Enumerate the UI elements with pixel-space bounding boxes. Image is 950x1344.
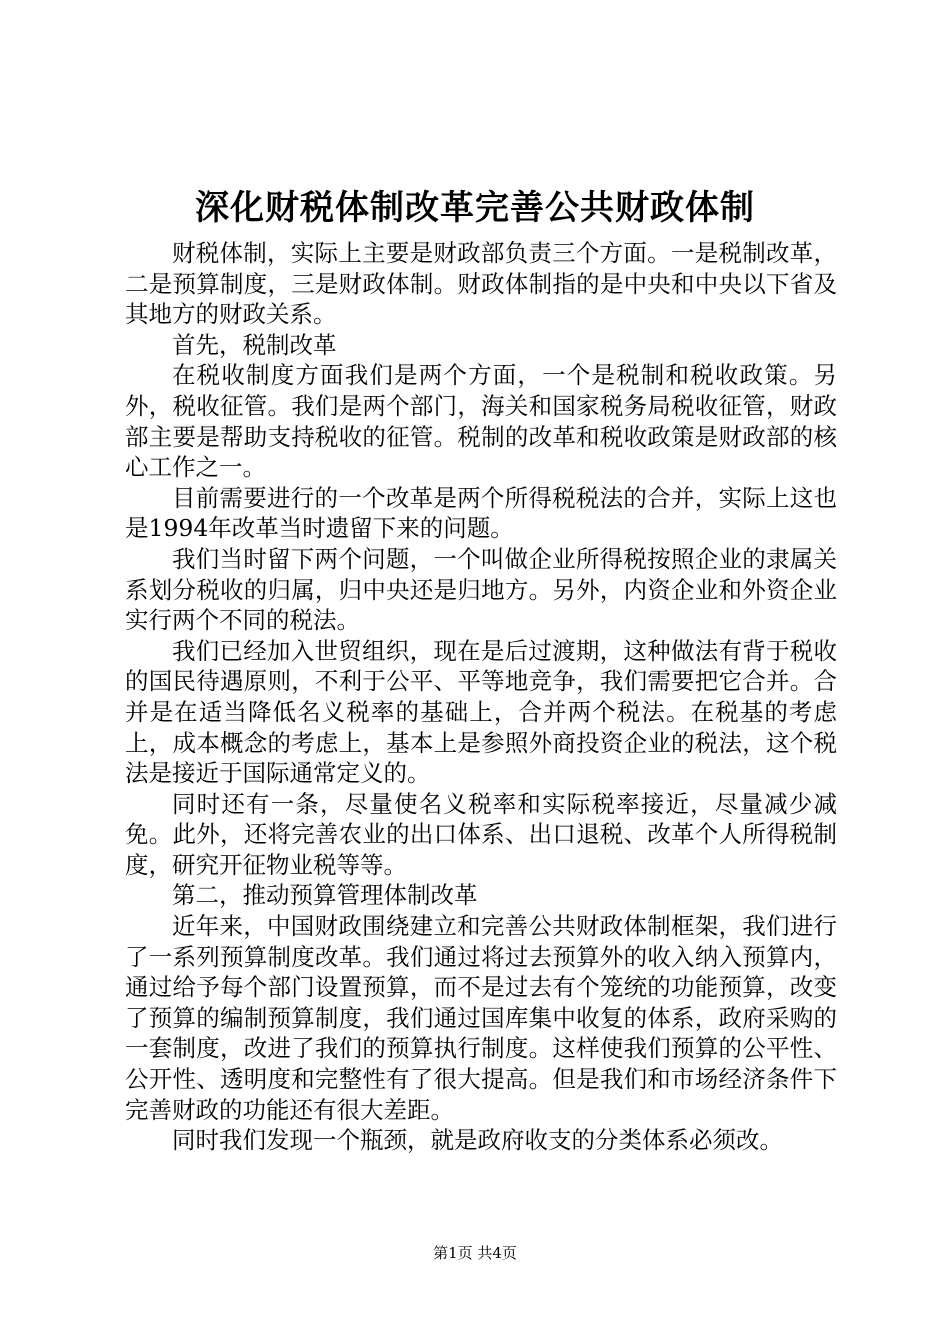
paragraph: 同时我们发现一个瓶颈，就是政府收支的分类体系必须改。 — [172, 1126, 783, 1155]
paragraph: 财税体制，实际上主要是财政部负责三个方面。一是税制改革，二是预算制度，三是财政体制。财政体制指的是中央和中央以下省及其地方的财政关系。 — [125, 239, 837, 329]
paragraph: 我们当时留下两个问题，一个叫做企业所得税按照企业的隶属关系划分税收的归属，归中央还是归地方。另外，内资企业和外资企业实行两个不同的税法。 — [125, 544, 837, 635]
paragraph: 在税收制度方面我们是两个方面，一个是税制和税收政策。另外，税收征管。我们是两个部门，海关和国家税务局税收征管，财政部主要是帮助支持税收的征管。税制的改革和税收政策是财政部的核心工作之一。 — [125, 361, 837, 482]
page-title: 深化财税体制改革完善公共财政体制 — [195, 188, 755, 228]
section-heading: 第二，推动预算管理体制改革 — [172, 881, 478, 910]
paragraph: 近年来，中国财政围绕建立和完善公共财政体制框架，我们进行了一系列预算制度改革。我们通过将过去预算外的收入纳入预算内，通过给予每个部门设置预算，而不是过去有个笼统的功能预算，改变了预算的编制预算制度，我们通过国库集中收复的体系，政府采购的一套制度，改进了我们的预算执行制度。这样使我们预算的公平性、公开性、透明度和完整性有了很大提高。但是我们和市场经济条件下完善财政的功能还有很大差距。 — [125, 912, 837, 1124]
paragraph: 同时还有一条，尽量使名义税率和实际税率接近，尽量减少减免。此外，还将完善农业的出口体系、出口退税、改革个人所得税制度，研究开征物业税等等。 — [125, 789, 837, 879]
page-number-footer: 第1页 共4页 — [433, 1244, 517, 1262]
section-heading: 首先，税制改革 — [172, 330, 337, 359]
paragraph: 我们已经加入世贸组织，现在是后过渡期，这种做法有背于税收的国民待遇原则，不利于公平、平等地竞争，我们需要把它合并。合并是在适当降低名义税率的基础上，合并两个税法。在税基的考虑上，成本概念的考虑上，基本上是参照外商投资企业的税法，这个税法是接近于国际通常定义的。 — [125, 636, 837, 788]
document-body — [125, 238, 837, 1156]
paragraph: 目前需要进行的一个改革是两个所得税税法的合并，实际上这也是1994年改革当时遗留下来的问题。 — [125, 483, 837, 543]
